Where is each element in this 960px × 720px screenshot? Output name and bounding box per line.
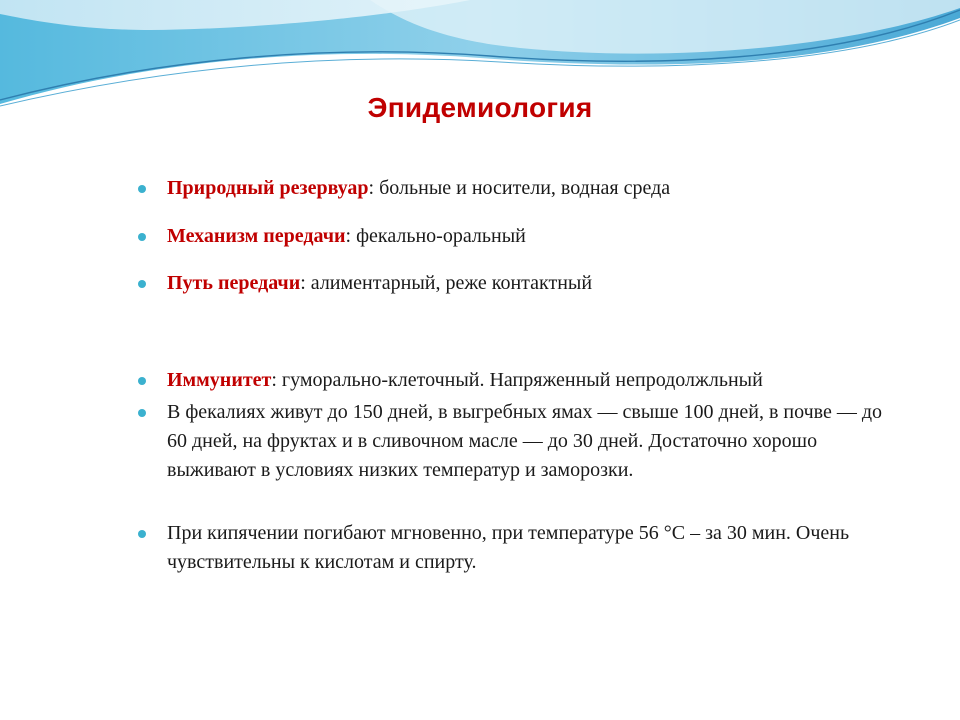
bullet-term: Иммунитет (167, 369, 272, 391)
list-item (138, 174, 898, 203)
list-item (138, 519, 898, 577)
bullet-text (167, 366, 887, 395)
list-item (138, 366, 898, 395)
list-item (138, 398, 898, 485)
bullet-detail: : больные и носители, водная среда (368, 177, 671, 199)
list-item (138, 222, 898, 251)
bullet-term: Путь передачи (167, 272, 301, 294)
bullet-dot-icon (138, 280, 146, 288)
bullet-detail: : гуморально-клеточный. Напряженный непродолжльный (271, 369, 763, 391)
bullet-dot-icon (138, 185, 146, 193)
bullet-text (167, 222, 887, 251)
bullet-dot-icon (138, 377, 146, 385)
bullet-text: В фекалиях живут до 150 дней, в выгребных ямах — свыше 100 дней, в почве — до 60 дней, на фруктах и в сливочном масле — до 30 дней. Достаточно хорошо выживают в условиях низких температур и заморозки. (167, 401, 883, 481)
bullet-dot-icon (138, 409, 146, 417)
bullet-detail: : алиментарный, реже контактный (300, 272, 593, 294)
slide-title: Эпидемиология (367, 92, 593, 123)
bullet-term: Механизм передачи (167, 225, 346, 247)
list-item (138, 269, 898, 298)
bullet-text (167, 174, 887, 203)
bullet-term: Природный резервуар (167, 177, 369, 199)
bullet-detail: : фекально-оральный (345, 225, 526, 247)
bullet-text: При кипячении погибают мгновенно, при температуре 56 °С – за 30 мин. Очень чувствительны к кислотам и спирту. (167, 522, 850, 573)
bullet-dot-icon (138, 530, 146, 538)
bullet-dot-icon (138, 233, 146, 241)
bullet-text (167, 269, 887, 298)
